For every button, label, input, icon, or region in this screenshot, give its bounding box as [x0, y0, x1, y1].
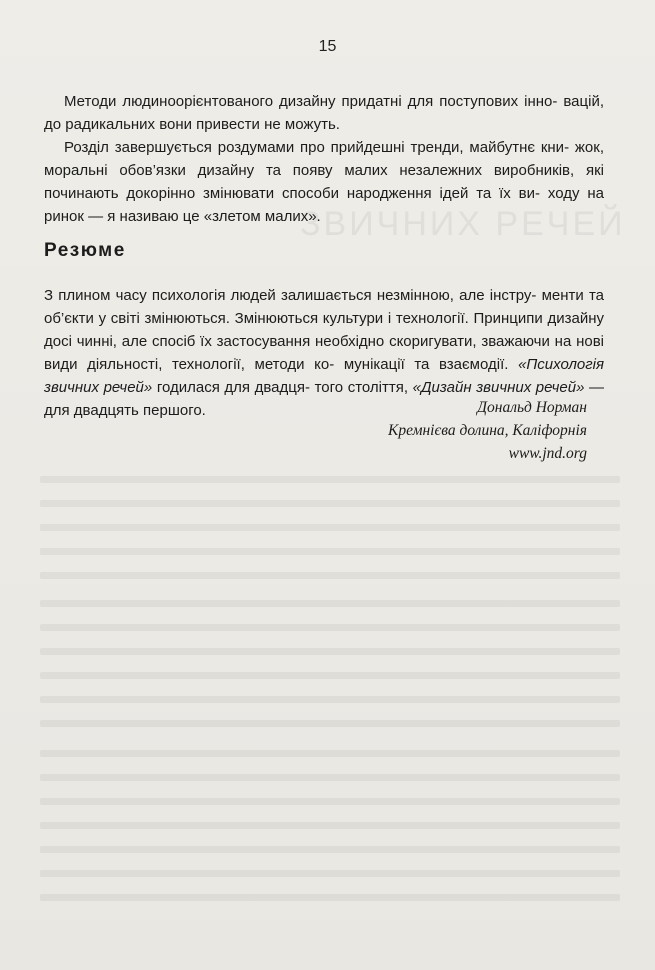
- bleed-line: [40, 672, 620, 679]
- bleed-through-decoration: ЗВИЧНИХ РЕЧЕЙ: [300, 205, 626, 243]
- bleed-line: [40, 870, 620, 877]
- summary-line: З плином часу психологія людей залишається незмінною, але інстру-: [44, 287, 537, 304]
- bleed-line: [40, 720, 620, 727]
- author-name: Дональд Норман: [477, 399, 587, 416]
- summary-line: — для двадцять першого.: [44, 379, 605, 419]
- bleed-line: [40, 894, 620, 901]
- bleed-line: [40, 696, 620, 703]
- bleed-line: [40, 524, 620, 531]
- intro-line: вацій, до радикальних вони привести не можуть.: [44, 93, 604, 133]
- author-website: www.jnd.org: [508, 445, 587, 462]
- page-number: 15: [318, 38, 337, 55]
- bleed-line: [40, 822, 620, 829]
- bleed-line: [40, 846, 620, 853]
- summary-line: скоригувати, зважаючи на нові види діяльності, технології, методи ко-: [44, 333, 605, 373]
- summary-line: Принципи дизайну досі чинні, але спосіб їх застосування необхідно: [44, 310, 604, 350]
- intro-line: які починають докорінно змінювати способи народження ідей та їх ви-: [44, 162, 605, 202]
- section-heading: Резюме: [44, 240, 126, 261]
- bleed-line: [40, 750, 620, 757]
- intro-line: ходу на ринок — я називаю це «злетом малих».: [44, 185, 604, 225]
- summary-line: мунікації та взаємодії.: [343, 356, 509, 373]
- signature-block: [167, 397, 587, 466]
- intro-line: Розділ завершується роздумами про прийдешні тренди, майбутнє кни-: [64, 139, 570, 156]
- summary-line: годилася для двадця-: [156, 379, 310, 396]
- bleed-line: [40, 600, 620, 607]
- author-location: Кремнієва долина, Каліфорнія: [388, 422, 587, 439]
- summary-line: менти та об’єкти у світі змінюються. Змінюються культури і технології.: [44, 287, 605, 327]
- bleed-line: [40, 548, 620, 555]
- bleed-line: [40, 798, 620, 805]
- bleed-line: [40, 476, 620, 483]
- bleed-line: [40, 774, 620, 781]
- bleed-line: [40, 572, 620, 579]
- intro-paragraph-1: [44, 90, 604, 136]
- book-title-2: «Дизайн звичних речей»: [412, 379, 585, 396]
- intro-line: Методи людиноорієнтованого дизайну придатні для поступових інно-: [64, 93, 558, 110]
- summary-line: того століття,: [314, 379, 409, 396]
- intro-line: жок, моральні обов’язки дизайну та появу малих незалежних виробників,: [44, 139, 604, 179]
- intro-paragraph-2: [44, 136, 604, 228]
- bleed-line: [40, 624, 620, 631]
- bleed-line: [40, 500, 620, 507]
- book-title-1: «Психологія звичних речей»: [44, 356, 605, 396]
- bleed-line: [40, 648, 620, 655]
